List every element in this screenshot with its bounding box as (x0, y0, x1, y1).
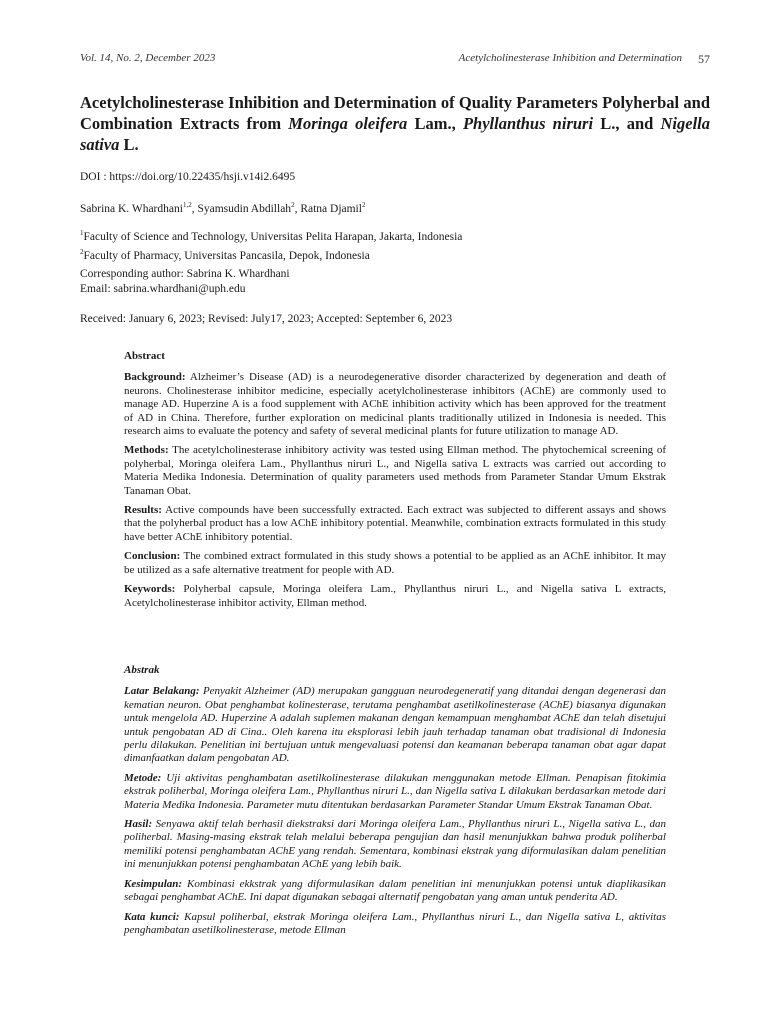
latar-text: Penyakit Alzheimer (AD) merupakan gangguan neurodegeneratif yang ditandai dengan degenerasi dan kematian neuron. Obat penghambat kolinesterase, terutama penghambat asetilkolinesterase (AChE) biasanya digunakan untuk mengelola AD. Huperzine A adalah suplemen makanan dengan kemampuan menghambat AChE dan telah disetujui untuk pengobatan AD di Cina.. Oleh karena itu eksplorasi lebih jauh terhadap tanaman obat tradisional di Indonesia perlu dilakukan. Penelitian ini bertujuan untuk mengevaluasi potensi dan keamanan beberapa tanaman obat agar dapat dimanfaatkan dalam pengobatan AD. (124, 685, 666, 765)
abstract-keywords (124, 583, 666, 610)
title-text-3: L., and (593, 114, 661, 133)
abstrak-section (124, 664, 666, 943)
affiliation-2-text: Faculty of Pharmacy, Universitas Pancasila, Depok, Indonesia (83, 249, 370, 262)
author-1: Sabrina K. Whardhani (80, 202, 183, 215)
methods-label: Methods: (124, 444, 169, 457)
abstract-methods (124, 444, 666, 498)
abstract-conclusion (124, 550, 666, 577)
title-species-3: Nigella sativa (80, 114, 710, 154)
author-list (80, 198, 700, 217)
journal-volume: Vol. 14, No. 2, December 2023 (80, 52, 216, 64)
metode-label: Metode: (124, 771, 162, 784)
abstrak-metode (124, 772, 666, 812)
abstrak-hasil (124, 818, 666, 872)
author-3: , Ratna Djamil (294, 202, 362, 215)
doi-link[interactable]: DOI : https://doi.org/10.22435/hsji.v14i2.6495 (80, 171, 296, 183)
author-1-affil: 1,2 (182, 201, 192, 209)
corresponding-email[interactable]: Email: sabrina.whardhani@uph.edu (80, 283, 246, 295)
correspondence (80, 267, 700, 297)
kesimpulan-label: Kesimpulan: (124, 877, 183, 890)
kata-kunci-label: Kata kunci: (124, 910, 180, 923)
abstrak-kesimpulan (124, 878, 666, 905)
running-title: Acetylcholinesterase Inhibition and Determination (458, 52, 682, 64)
abstrak-kata-kunci (124, 911, 666, 938)
results-text: Active compounds have been successfully extracted. Each extract was subjected to different assays and shows that the polyherbal product has a low AChE inhibitory potential. Meanwhile, combination extracts formulated in this study have better AChE inhibitory potential. (124, 504, 666, 543)
affiliation-1 (80, 226, 700, 245)
affiliation-1-mark: 1 (80, 229, 84, 237)
title-species-1: Moringa oleifera (288, 114, 408, 133)
title-text-4: L. (119, 135, 139, 154)
metode-text: Uji aktivitas penghambatan asetilkolinesterase dilakukan menggunakan metode Ellman. Penapisan fitokimia ekstrak poliherbal, Moringa oleifera Lam., Phyllanthus niruri L., dan Nigella sativa L dilakukan berdasarkan metode dari Materia Medika Indonesia. Parameter mutu ditentukan berdasarkan Parameter Standar Umum Ekstrak Tanaman Obat. (124, 771, 666, 811)
affiliation-1-text: Faculty of Science and Technology, Universitas Pelita Harapan, Jakarta, Indonesia (83, 230, 463, 243)
article-dates: Received: January 6, 2023; Revised: July17, 2023; Accepted: September 6, 2023 (80, 313, 453, 325)
title-species-2: Phyllanthus niruri (462, 114, 594, 133)
abstract-heading: Abstract (124, 350, 165, 362)
conclusion-text: The combined extract formulated in this study shows a potential to be applied as an AChE inhibitor. It may be utilized as a safe alternative treatment for people with AD. (124, 550, 666, 576)
background-text: Alzheimer’s Disease (AD) is a neurodegenerative disorder characterized by degeneration and death of neurons. Cholinesterase inhibitor medicine, especially acetylcholinesterase inhibitors (AChE) are commonly used to manage AD. Huperzine A is a food supplement with AChE inhibition activity which has been approved for the treatment of AD in China. Therefore, further exploration on medicinal plants traditionally utilized in Indonesia is needed. This research aims to evaluate the potency and safety of several medicinal plants for future utilization to manage AD. (124, 371, 666, 438)
abstrak-heading: Abstrak (124, 664, 160, 676)
affiliation-2-mark: 2 (80, 247, 84, 256)
author-2: , Syamsudin Abdillah (191, 202, 292, 215)
hasil-label: Hasil: (124, 818, 153, 831)
kata-kunci-text: Kapsul poliherbal, ekstrak Moringa oleifera Lam., Phyllanthus niruri L., dan Nigella sativa L, aktivitas penghambatan asetilkolinesterase, metode Ellman (124, 910, 666, 936)
title-text-1: Acetylcholinesterase Inhibition and Determination of Quality Parameters Polyherbal and Combination Extracts from (80, 93, 710, 133)
author-3-affil: 2 (361, 201, 366, 209)
title-text-2: Lam., (407, 114, 463, 133)
author-2-affil: 2 (291, 201, 295, 209)
abstract-section (124, 350, 666, 616)
affiliation-2 (80, 245, 700, 264)
hasil-text: Senyawa aktif telah berhasil diekstraksi dari Moringa oleifera Lam., Phyllanthus niruri L., Nigella sativa L., dan poliherbal. Masing-masing ekstrak telah melalui beberapa pengujian dan hasil menunjukkan bahwa produk poliherbal memiliki potensi penghambatan AChE yang rendah. Sementara, kombinasi ekstrak yang diformulasikan dalam penelitian ini menunjukkan potensi penghambatan AChE yang lebih baik. (124, 818, 666, 871)
background-label: Background: (124, 371, 186, 384)
keywords-label: Keywords: (124, 583, 176, 596)
results-label: Results: (124, 504, 162, 517)
doi[interactable] (80, 170, 700, 185)
abstrak-latar-belakang (124, 685, 666, 765)
latar-label: Latar Belakang: (124, 685, 200, 698)
abstract-results (124, 504, 666, 544)
article-title (80, 92, 710, 155)
corresponding-author: Corresponding author: Sabrina K. Whardhani (80, 268, 290, 280)
methods-text: The acetylcholinesterase inhibitory activity was tested using Ellman method. The phytochemical screening of polyherbal, Moringa oleifera Lam., Phyllanthus niruri L., and Nigella sativa L extracts was carried out according to Materia Medika Indonesia. Determination of quality parameters used methods from Parameter Standar Umum Ekstrak Tanaman Obat. (124, 444, 666, 497)
affiliations (80, 226, 700, 264)
abstract-background (124, 371, 666, 438)
conclusion-label: Conclusion: (124, 550, 181, 563)
page-number: 57 (698, 52, 710, 66)
kesimpulan-text: Kombinasi ekkstrak yang diformulasikan dalam penelitian ini menunjukkan potensi untuk diaplikasikan sebagai penghambat AChE. Ini dapat digunakan sebagai alternatif pengobatan yang aman untuk penderita AD. (124, 877, 666, 904)
keywords-text: Polyherbal capsule, Moringa oleifera Lam., Phyllanthus niruri L., and Nigella sativa L extracts, Acetylcholinesterase inhibitor activity, Ellman method. (124, 583, 666, 609)
